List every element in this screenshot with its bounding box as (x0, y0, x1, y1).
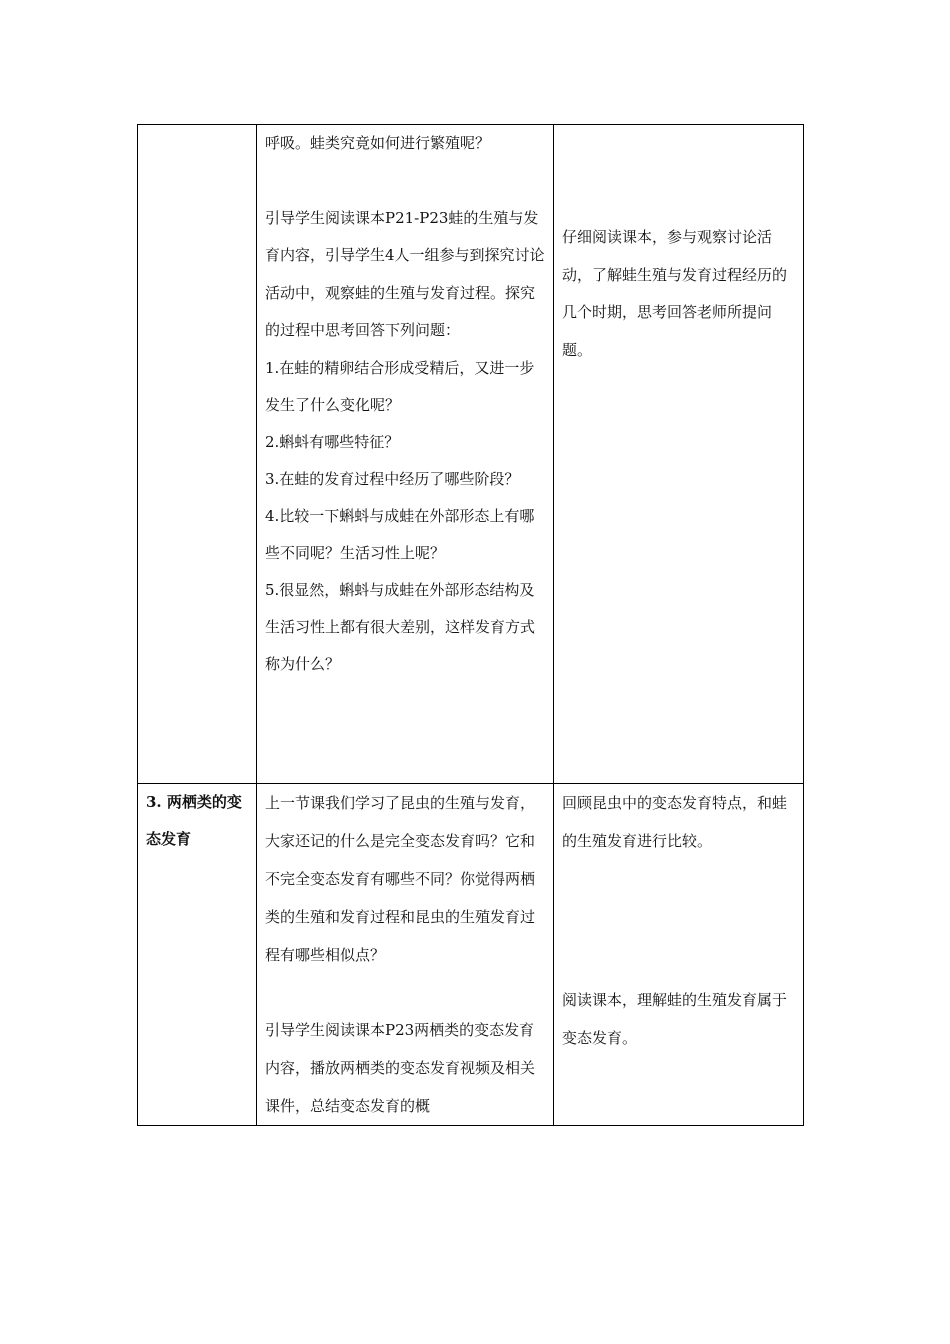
student-reading-text: 阅读课本，理解蛙的生殖发育属于变态发育。 (562, 991, 788, 1047)
question-2: 2.蝌蚪有哪些特征？ (265, 432, 400, 451)
student-activity-cell (554, 784, 804, 1126)
teacher-guide-text: 引导学生阅读课本P21-P23蛙的生殖与发育内容，引导学生4人一组参与到探究讨论活动中，观察蛙的生殖与发育过程。探究的过程中思考回答下列问题： (265, 208, 545, 339)
section-cell-empty (138, 125, 257, 784)
teacher-intro-text: 呼吸。蛙类究竟如何进行繁殖呢？ (265, 134, 491, 152)
table-row (138, 784, 804, 1126)
question-3: 3.在蛙的发育过程中经历了哪些阶段？ (265, 469, 520, 488)
teacher-review-text: 上一节课我们学习了昆虫的生殖与发育，大家还记的什么是完全变态发育吗？它和不完全变态发育有哪些不同？你觉得两栖类的生殖和发育过程和昆虫的生殖发育过程有哪些相似点？ (265, 794, 536, 964)
table-row (138, 125, 804, 784)
student-review-text: 回顾昆虫中的变态发育特点，和蛙的生殖发育进行比较。 (562, 794, 788, 850)
teacher-guide-text: 引导学生阅读课本P23两栖类的变态发育内容，播放两栖类的变态发育视频及相关课件，总结变态发育的概 (265, 1021, 536, 1115)
teacher-activity-cell (257, 125, 554, 784)
question-4: 4.比较一下蝌蚪与成蛙在外部形态上有哪些不同呢？生活习性上呢？ (265, 506, 535, 562)
section-title: 3. 两栖类的变态发育 (138, 784, 257, 1126)
student-activity-cell (554, 125, 804, 784)
teacher-activity-cell (257, 784, 554, 1126)
lesson-plan-table (137, 124, 804, 1126)
question-1: 1.在蛙的精卵结合形成受精后，又进一步发生了什么变化呢？ (265, 358, 535, 414)
student-activity-text: 仔细阅读课本，参与观察讨论活动，了解蛙生殖与发育过程经历的几个时期，思考回答老师所提问题。 (562, 228, 788, 359)
question-5: 5.很显然，蝌蚪与成蛙在外部形态结构及生活习性上都有很大差别，这样发育方式称为什么？ (265, 580, 536, 673)
